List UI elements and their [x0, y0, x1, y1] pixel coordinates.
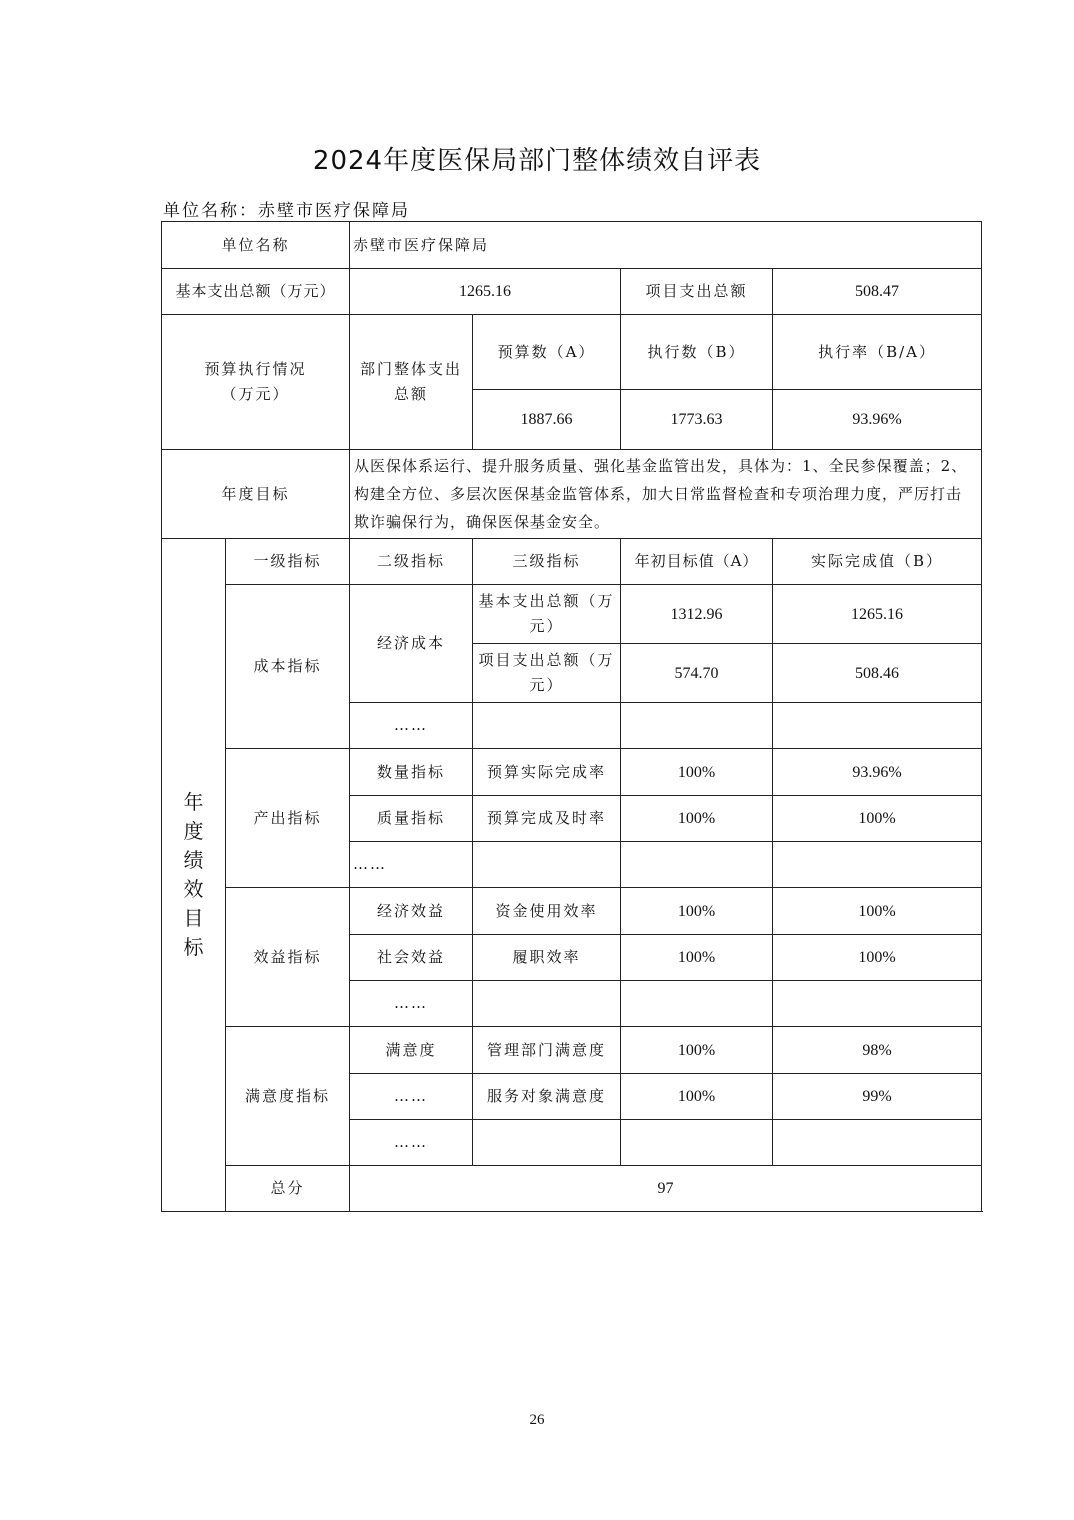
table-row — [162, 222, 982, 269]
satisfaction-level2: 满意度 — [350, 1027, 473, 1074]
performance-table — [161, 221, 982, 1212]
budget-a-label: 预算数（A） — [473, 315, 621, 390]
header-level1: 一级指标 — [226, 539, 350, 585]
project-expense-label: 项目支出总额 — [621, 269, 773, 315]
table-row — [162, 450, 982, 539]
cost-target: 574.70 — [621, 644, 773, 703]
table-row — [162, 269, 982, 315]
output-actual: 100% — [773, 796, 982, 842]
table-row — [162, 888, 982, 935]
output-level2: 数量指标 — [350, 749, 473, 796]
satisfaction-level3: 管理部门满意度 — [473, 1027, 621, 1074]
satisfaction-level2: …… — [350, 1074, 473, 1120]
annual-performance-label: 年度绩效目标 — [162, 539, 226, 1212]
basic-expense-label: 基本支出总额（万元） — [162, 269, 350, 315]
ellipsis-cell: …… — [350, 703, 473, 749]
cost-actual: 508.46 — [773, 644, 982, 703]
satisfaction-actual: 99% — [773, 1074, 982, 1120]
basic-expense-value: 1265.16 — [350, 269, 621, 315]
table-row — [162, 1027, 982, 1074]
page-number: 26 — [529, 1412, 545, 1428]
header-actual: 实际完成值（B） — [773, 539, 982, 585]
benefit-level3: 履职效率 — [473, 935, 621, 981]
exec-rate-label: 执行率（B/A） — [773, 315, 982, 390]
annual-goal-label: 年度目标 — [162, 450, 350, 539]
exec-b-label: 执行数（B） — [621, 315, 773, 390]
benefit-actual: 100% — [773, 888, 982, 935]
total-score-value: 97 — [350, 1166, 982, 1212]
output-target: 100% — [621, 749, 773, 796]
header-target: 年初目标值（A） — [621, 539, 773, 585]
table-row — [162, 749, 982, 796]
satisfaction-level1: 满意度指标 — [226, 1027, 350, 1166]
benefit-level1: 效益指标 — [226, 888, 350, 1027]
satisfaction-actual: 98% — [773, 1027, 982, 1074]
output-level1: 产出指标 — [226, 749, 350, 888]
satisfaction-target: 100% — [621, 1074, 773, 1120]
satisfaction-target: 100% — [621, 1027, 773, 1074]
ellipsis-cell: …… — [350, 842, 473, 888]
output-target: 100% — [621, 796, 773, 842]
unit-name-label: 单位名称 — [162, 222, 350, 269]
cost-level3: 基本支出总额（万元） — [473, 585, 621, 644]
cost-level1: 成本指标 — [226, 585, 350, 749]
dept-total-label: 部门整体支出总额 — [350, 315, 473, 450]
page-title: 2024年度医保局部门整体绩效自评表 — [312, 146, 762, 176]
table-row — [162, 1166, 982, 1212]
output-actual: 93.96% — [773, 749, 982, 796]
cost-actual: 1265.16 — [773, 585, 982, 644]
benefit-level3: 资金使用效率 — [473, 888, 621, 935]
total-score-label: 总分 — [226, 1166, 350, 1212]
ellipsis-cell: …… — [350, 1120, 473, 1166]
header-level3: 三级指标 — [473, 539, 621, 585]
output-level3: 预算实际完成率 — [473, 749, 621, 796]
cost-level3: 项目支出总额（万元） — [473, 644, 621, 703]
benefit-level2: 经济效益 — [350, 888, 473, 935]
benefit-target: 100% — [621, 935, 773, 981]
exec-rate-value: 93.96% — [773, 390, 982, 450]
cost-level2: 经济成本 — [350, 585, 473, 703]
output-level3: 预算完成及时率 — [473, 796, 621, 842]
unit-name-value: 赤壁市医疗保障局 — [350, 222, 982, 269]
satisfaction-level3: 服务对象满意度 — [473, 1074, 621, 1120]
annual-goal-text: 从医保体系运行、提升服务质量、强化基金监管出发，具体为：1、全民参保覆盖；2、构建全方位、多层次医保基金监管体系，加大日常监督检查和专项治理力度，严厉打击欺诈骗保行为，确保医保基金安全。 — [350, 450, 982, 539]
budget-execution-label: 预算执行情况（万元） — [162, 315, 350, 450]
benefit-target: 100% — [621, 888, 773, 935]
header-level2: 二级指标 — [350, 539, 473, 585]
budget-a-value: 1887.66 — [473, 390, 621, 450]
benefit-level2: 社会效益 — [350, 935, 473, 981]
output-level2: 质量指标 — [350, 796, 473, 842]
ellipsis-cell: …… — [350, 981, 473, 1027]
table-row — [162, 585, 982, 644]
unit-name-line: 单位名称：赤壁市医疗保障局 — [163, 201, 410, 221]
exec-b-value: 1773.63 — [621, 390, 773, 450]
table-row — [162, 539, 982, 585]
table-row — [162, 315, 982, 390]
benefit-actual: 100% — [773, 935, 982, 981]
cost-target: 1312.96 — [621, 585, 773, 644]
project-expense-value: 508.47 — [773, 269, 982, 315]
